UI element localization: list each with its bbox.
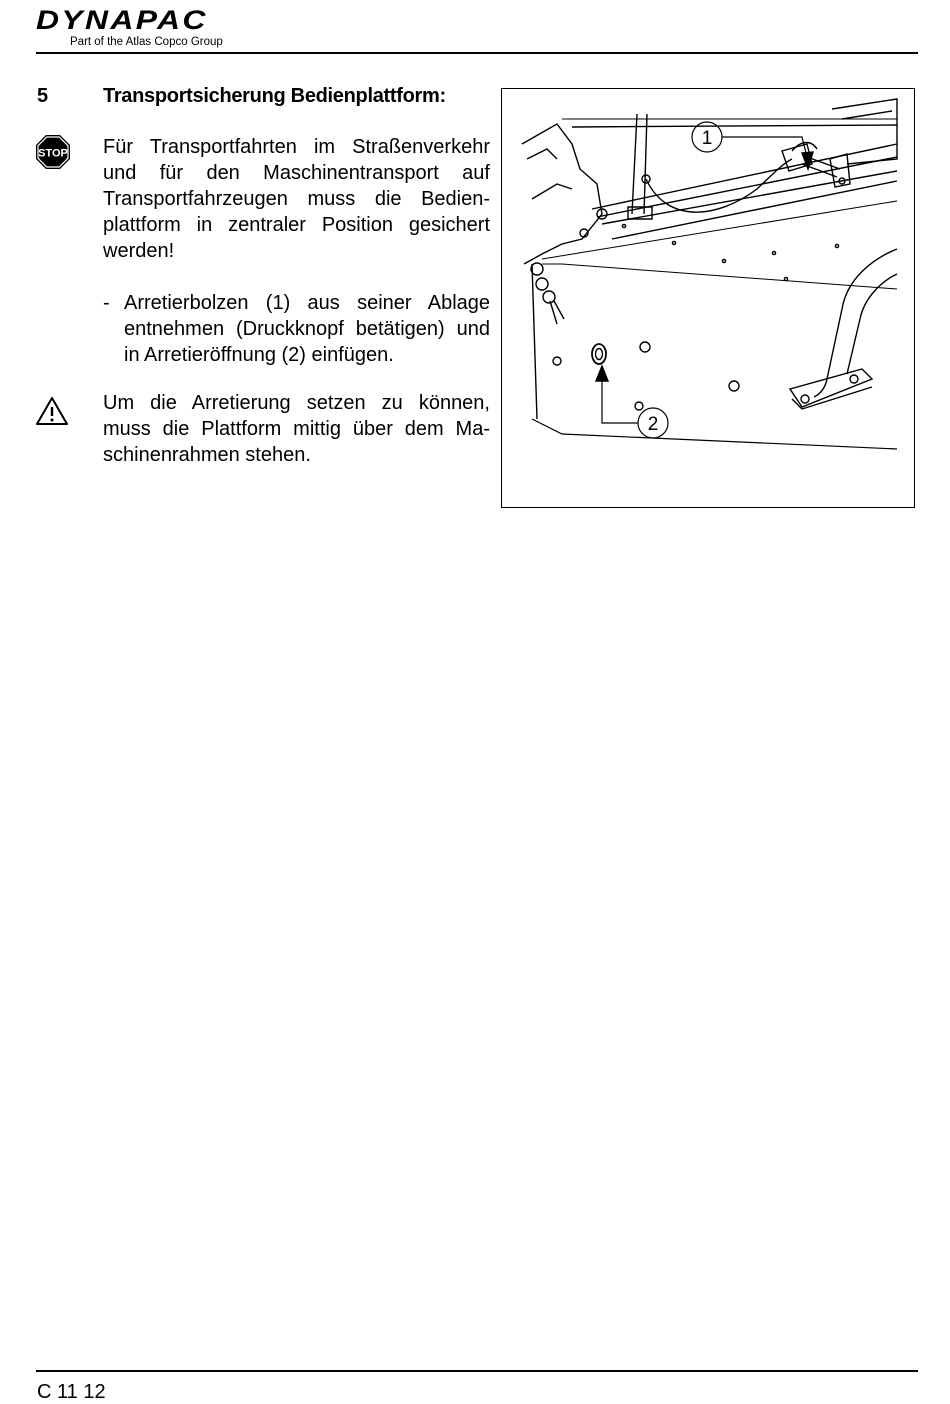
footer-divider [36, 1370, 918, 1372]
header-divider [36, 52, 918, 54]
bullet-dash: - [103, 292, 110, 314]
stop-note-text: Für Transportfahrten im Straßenverkehr und für den Maschinentransport auf Transportfahrzeugen muss die Bedien-plattform in zentraler Position gesichert werden! [103, 136, 490, 262]
stop-sign-icon [35, 134, 71, 170]
section-title: Transportsicherung Bedienplattform: [103, 85, 446, 107]
warning-note-text: Um die Arretierung setzen zu können, muss die Plattform mittig über dem Ma-schinenrahmen stehen. [103, 392, 490, 466]
brand-wordmark: DYNAPAC [36, 5, 208, 35]
stop-icon-text: STOP [38, 147, 68, 160]
callout-2-label: 2 [647, 414, 659, 435]
callout-1-label: 1 [701, 128, 713, 149]
section-number: 5 [37, 85, 49, 107]
page-code: C 11 12 [37, 1381, 106, 1403]
warning-triangle-icon [35, 396, 69, 426]
brand-tagline: Part of the Atlas Copco Group [70, 36, 223, 48]
dynapac-logo [36, 6, 256, 48]
platform-lock-illustration [501, 88, 915, 508]
instruction-text: Arretierbolzen (1) aus seiner Ablage entnehmen (Druckknopf betätigen) und in Arretieröffnung (2) einfügen. [124, 292, 490, 366]
